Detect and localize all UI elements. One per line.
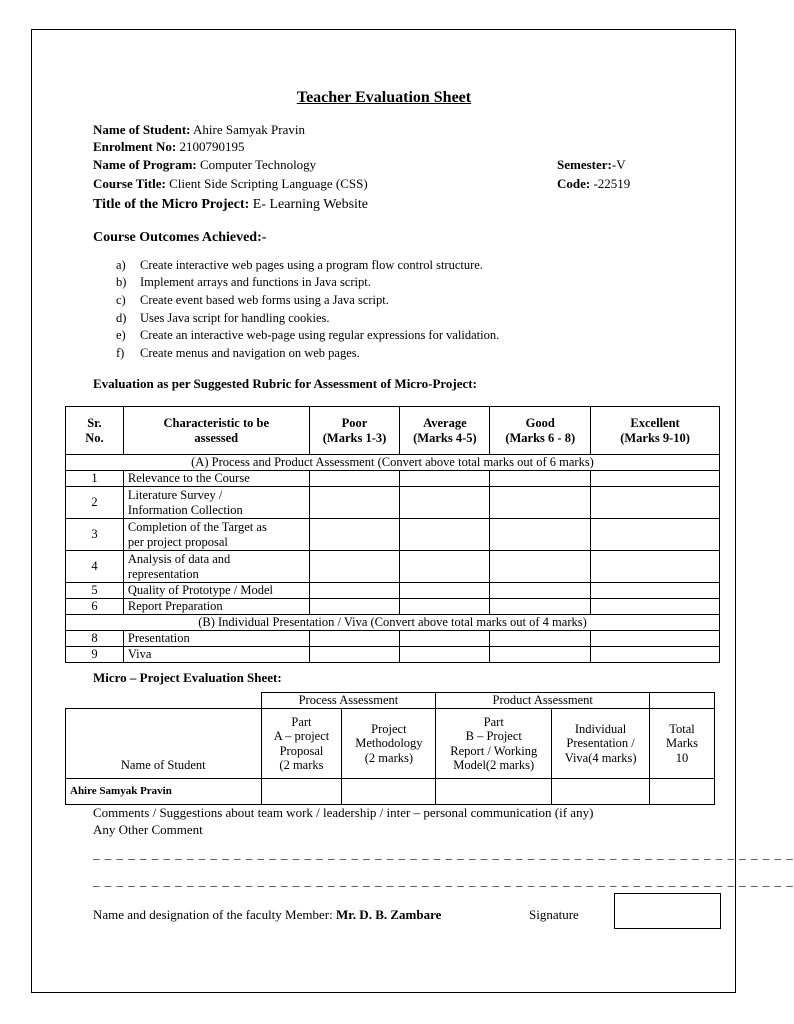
- program-value: Computer Technology: [199, 157, 317, 172]
- table-row: [66, 583, 720, 599]
- faculty-name: Mr. D. B. Zambare: [335, 907, 442, 922]
- outcome-letter: b): [116, 275, 127, 289]
- row-characteristic: Analysis of data and representation: [123, 551, 309, 583]
- row-characteristic: Quality of Prototype / Model: [123, 583, 309, 599]
- outcomes-heading: Course Outcomes Achieved:-: [93, 230, 267, 245]
- cell-part-b: [436, 779, 552, 805]
- outcome-text: Create an interactive web-page using regular expressions for validation.: [140, 328, 500, 342]
- outcome-text: Create menus and navigation on web pages.: [140, 346, 360, 360]
- code-row: [557, 176, 630, 192]
- micro-heading: Micro – Project Evaluation Sheet:: [93, 670, 282, 685]
- outcome-item: [116, 328, 499, 343]
- semester-label: Semester:: [557, 157, 612, 172]
- student-name-label: Name of Student:: [93, 122, 191, 137]
- header-sr-no: Sr. No.: [66, 407, 124, 455]
- row-number: 4: [66, 551, 124, 583]
- section-b-row: [66, 615, 720, 631]
- code-label: Code:: [557, 176, 591, 191]
- signature-label: Signature: [529, 907, 579, 922]
- cell-average: [400, 631, 490, 647]
- row-number: 5: [66, 583, 124, 599]
- comment-dash-line-2: _ _ _ _ _ _ _ _ _ _ _ _ _ _ _ _ _ _ _ _ _ _ _ _ _ _ _ _ _ _ _ _ _ _ _ _ _ _ _ _ _ _ _ _ _ _ _ _ _ _ _ _ _ _ _ _ _ _ _ _: [93, 873, 794, 888]
- process-assessment-header: Process Assessment: [261, 693, 436, 709]
- methodology-header: Project Methodology (2 marks): [342, 709, 436, 779]
- student-name-value: Ahire Samyak Pravin: [193, 122, 305, 137]
- outcome-text: Create event based web forms using a Java script.: [140, 293, 389, 307]
- header-good: Good (Marks 6 - 8): [490, 407, 591, 455]
- outcome-text: Implement arrays and functions in Java script.: [140, 275, 371, 289]
- table-row: [66, 779, 715, 805]
- section-a-row: [66, 455, 720, 471]
- cell-good: [490, 551, 591, 583]
- micro-group-row: [66, 693, 715, 709]
- section-b-label: (B) Individual Presentation / Viva (Convert above total marks out of 4 marks): [66, 615, 720, 631]
- project-title-row: [93, 197, 368, 213]
- other-comment-line: Any Other Comment: [93, 822, 203, 837]
- outcome-text: Create interactive web pages using a program flow control structure.: [140, 258, 483, 272]
- row-characteristic: Relevance to the Course: [123, 471, 309, 487]
- outcome-letter: f): [116, 346, 125, 360]
- page-title: Teacher Evaluation Sheet: [296, 89, 472, 106]
- rubric-header-row: [66, 407, 720, 455]
- micro-table: [65, 692, 715, 805]
- total-marks-header: Total Marks 10: [650, 709, 715, 779]
- table-row: [66, 487, 720, 519]
- cell-poor: [309, 471, 400, 487]
- part-b-header: Part B – Project Report / Working Model(2 marks): [436, 709, 552, 779]
- row-number: 1: [66, 471, 124, 487]
- outcome-item: [116, 258, 483, 273]
- cell-poor: [309, 583, 400, 599]
- header-characteristic: Characteristic to be assessed: [123, 407, 309, 455]
- enrolment-row: [93, 139, 244, 155]
- part-a-header: Part A – project Proposal (2 marks: [261, 709, 342, 779]
- cell-average: [400, 487, 490, 519]
- comments-line: Comments / Suggestions about team work / leadership / inter – personal communication (if any): [93, 805, 594, 820]
- comment-dash-line-1: _ _ _ _ _ _ _ _ _ _ _ _ _ _ _ _ _ _ _ _ _ _ _ _ _ _ _ _ _ _ _ _ _ _ _ _ _ _ _ _ _ _ _ _ _ _ _ _ _ _ _ _ _ _ _ _ _ _ _ _: [93, 846, 794, 861]
- outcome-letter: d): [116, 311, 127, 325]
- cell-average: [400, 519, 490, 551]
- cell-excellent: [591, 551, 720, 583]
- signature-box: [614, 893, 721, 929]
- outcome-item: [116, 311, 330, 326]
- table-row: [66, 647, 720, 663]
- section-a-label: (A) Process and Product Assessment (Convert above total marks out of 6 marks): [66, 455, 720, 471]
- table-row: [66, 599, 720, 615]
- table-row: [66, 519, 720, 551]
- table-row: [66, 631, 720, 647]
- row-characteristic: Completion of the Target as per project proposal: [123, 519, 309, 551]
- outcome-letter: c): [116, 293, 126, 307]
- cell-good: [490, 519, 591, 551]
- cell-good: [490, 647, 591, 663]
- cell-good: [490, 631, 591, 647]
- product-assessment-header: Product Assessment: [436, 693, 650, 709]
- micro-header-row: [66, 709, 715, 779]
- program-label: Name of Program:: [93, 157, 197, 172]
- row-characteristic: Viva: [123, 647, 309, 663]
- cell-good: [490, 599, 591, 615]
- cell-individual: [552, 779, 650, 805]
- course-value: Client Side Scripting Language (CSS): [169, 176, 368, 191]
- outcome-letter: e): [116, 328, 126, 342]
- cell-excellent: [591, 583, 720, 599]
- cell-average: [400, 599, 490, 615]
- outcome-item: [116, 275, 371, 290]
- row-number: 2: [66, 487, 124, 519]
- faculty-label: Name and designation of the faculty Member:: [93, 907, 333, 922]
- cell-poor: [309, 551, 400, 583]
- cell-poor: [309, 631, 400, 647]
- row-characteristic: Report Preparation: [123, 599, 309, 615]
- cell-excellent: [591, 631, 720, 647]
- table-row: [66, 551, 720, 583]
- row-number: 3: [66, 519, 124, 551]
- rubric-heading: Evaluation as per Suggested Rubric for Assessment of Micro-Project:: [93, 376, 477, 391]
- cell-excellent: [591, 599, 720, 615]
- header-average: Average (Marks 4-5): [400, 407, 490, 455]
- cell-excellent: [591, 471, 720, 487]
- row-number: 9: [66, 647, 124, 663]
- cell-poor: [309, 599, 400, 615]
- course-row: [93, 176, 368, 192]
- project-title-value: E- Learning Website: [252, 197, 369, 212]
- course-label: Course Title:: [93, 176, 166, 191]
- name-of-student-header: Name of Student: [66, 709, 262, 779]
- row-number: 6: [66, 599, 124, 615]
- semester-row: [557, 157, 626, 173]
- cell-good: [490, 487, 591, 519]
- enrolment-label: Enrolment No:: [93, 139, 177, 154]
- header-excellent: Excellent (Marks 9-10): [591, 407, 720, 455]
- outcome-text: Uses Java script for handling cookies.: [140, 311, 330, 325]
- code-value: -22519: [593, 176, 631, 191]
- row-characteristic: Literature Survey / Information Collection: [123, 487, 309, 519]
- outcome-letter: a): [116, 258, 126, 272]
- cell-average: [400, 551, 490, 583]
- table-row: [66, 471, 720, 487]
- cell-excellent: [591, 647, 720, 663]
- project-title-label: Title of the Micro Project:: [93, 197, 250, 212]
- cell-good: [490, 471, 591, 487]
- cell-average: [400, 647, 490, 663]
- student-name-row: [93, 122, 305, 138]
- cell-total: [650, 779, 715, 805]
- faculty-row: [93, 907, 441, 923]
- cell-poor: [309, 647, 400, 663]
- individual-presentation-header: Individual Presentation / Viva(4 marks): [552, 709, 650, 779]
- cell-part-a: [261, 779, 342, 805]
- cell-poor: [309, 487, 400, 519]
- row-characteristic: Presentation: [123, 631, 309, 647]
- outcome-item: [116, 293, 389, 308]
- student-row-name: Ahire Samyak Pravin: [66, 779, 262, 805]
- blank-cell: [66, 693, 262, 709]
- header-poor: Poor (Marks 1-3): [309, 407, 400, 455]
- cell-average: [400, 471, 490, 487]
- rubric-table: [65, 406, 720, 663]
- semester-value: -V: [611, 157, 626, 172]
- row-number: 8: [66, 631, 124, 647]
- outcome-item: [116, 346, 360, 361]
- program-row: [93, 157, 316, 173]
- enrolment-value: 2100790195: [179, 139, 245, 154]
- cell-good: [490, 583, 591, 599]
- cell-poor: [309, 519, 400, 551]
- blank-cell: [650, 693, 715, 709]
- cell-excellent: [591, 519, 720, 551]
- cell-excellent: [591, 487, 720, 519]
- cell-average: [400, 583, 490, 599]
- cell-methodology: [342, 779, 436, 805]
